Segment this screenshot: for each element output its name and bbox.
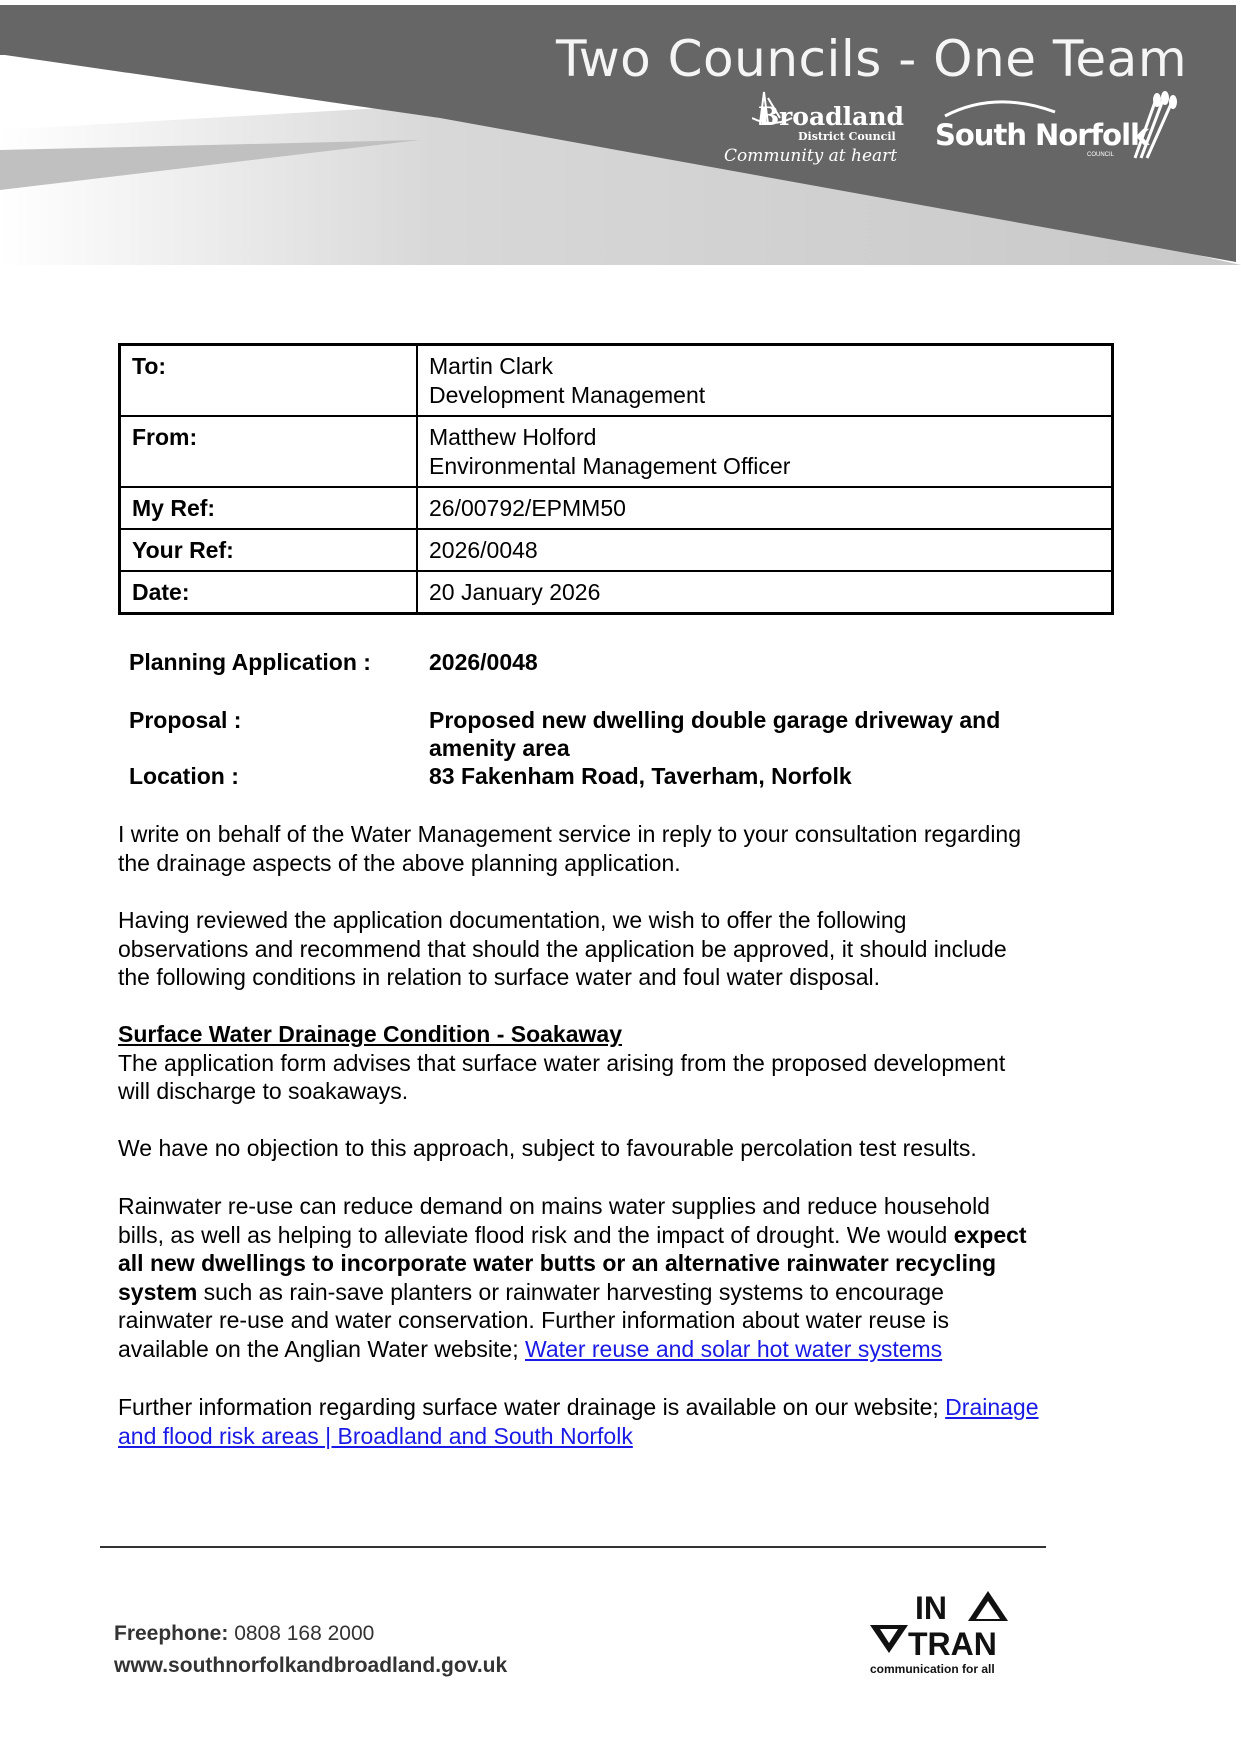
paragraph-no-objection: We have no objection to this approach, subject to favourable percolation test results.: [118, 1135, 977, 1161]
section-soakaway: [118, 1020, 1118, 1106]
paragraph-intro: [118, 820, 1118, 877]
intran-bottom: TRAN: [908, 1626, 997, 1662]
memo-row-to: [120, 345, 1113, 417]
water-reuse-link[interactable]: Water reuse and solar hot water systems: [525, 1335, 943, 1362]
date-value: 20 January 2026: [417, 571, 1113, 614]
text-line: the drainage aspects of the above planning application.: [118, 849, 681, 876]
text-line: system such as rain-save planters or rainwater harvesting systems to encourage: [118, 1278, 944, 1305]
text-line: bills, as well as helping to alleviate flood risk and the impact of drought. We would expect: [118, 1221, 1027, 1248]
to-name: Martin Clark: [429, 353, 553, 379]
memo-row-date: [120, 571, 1113, 614]
broadland-sub: District Council: [798, 130, 896, 143]
memo-row-yourref: [120, 529, 1113, 571]
header-title: Two Councils - One Team: [556, 30, 1188, 88]
memo-row-myref: [120, 487, 1113, 529]
text-line: I write on behalf of the Water Management service in reply to your consultation regarding: [118, 821, 1022, 847]
footer-phone: [114, 1622, 374, 1646]
text-line: available on the Anglian Water website; Water reuse and solar hot water systems: [118, 1335, 943, 1362]
text-line: observations and recommend that should the application be approved, it should include: [118, 935, 1007, 962]
text-line: rainwater re-use and water conservation. Further information about water reuse is: [118, 1307, 949, 1333]
yourref-value: 2026/0048: [417, 529, 1113, 571]
text-line: Rainwater re-use can reduce demand on mains water supplies and reduce household: [118, 1193, 990, 1219]
drainage-link-cont[interactable]: and flood risk areas | Broadland and South Norfolk: [118, 1422, 633, 1449]
from-title: Environmental Management Officer: [429, 453, 791, 479]
phone-value: 0808 168 2000: [234, 1622, 375, 1645]
text-line: will discharge to soakaways.: [118, 1078, 409, 1104]
from-value: [417, 416, 1113, 487]
text-line: [118, 1422, 1118, 1451]
to-label: To:: [120, 345, 418, 417]
proposal-line2: amenity area: [429, 735, 570, 761]
planning-label: Planning Application :: [129, 649, 371, 675]
drainage-link[interactable]: Drainage: [945, 1394, 1039, 1420]
from-name: Matthew Holford: [429, 424, 597, 450]
memo-table: [118, 343, 1114, 615]
intran-top: IN: [915, 1590, 947, 1626]
text-line: Further information regarding surface water drainage is available on our website; Drainage: [118, 1394, 1039, 1420]
text-line: The application form advises that surface water arising from the proposed development: [118, 1049, 1006, 1076]
to-dept: Development Management: [429, 382, 706, 408]
south-norfolk-sub: COUNCIL: [1087, 152, 1115, 158]
phone-label: Freephone:: [114, 1622, 229, 1645]
intran-logo: [860, 1585, 1040, 1685]
south-norfolk-name: South Norfolk: [935, 118, 1149, 152]
footer-website: www.southnorfolkandbroadland.gov.uk: [114, 1654, 508, 1677]
paragraph-review: [118, 906, 1118, 992]
memo-row-from: [120, 416, 1113, 487]
broadland-logo: [718, 88, 908, 173]
proposal-label: Proposal :: [129, 707, 242, 733]
intran-tagline: communication for all: [870, 1662, 995, 1676]
myref-value: 26/00792/EPMM50: [417, 487, 1113, 529]
date-label: Date:: [120, 571, 418, 614]
text-line: the following conditions in relation to surface water and foul water disposal.: [118, 964, 880, 990]
broadland-tagline: Community at heart: [724, 146, 898, 166]
to-value: [417, 345, 1113, 417]
yourref-label: Your Ref:: [120, 529, 418, 571]
from-label: From:: [120, 416, 418, 487]
paragraph-rainwater: [118, 1192, 1118, 1363]
myref-label: My Ref:: [120, 487, 418, 529]
south-norfolk-logo: [935, 90, 1185, 170]
broadland-name: Broadland: [758, 102, 905, 131]
planning-value: 2026/0048: [429, 649, 538, 675]
proposal-line1: Proposed new dwelling double garage driveway and: [429, 707, 1001, 733]
section-heading: Surface Water Drainage Condition - Soakaway: [118, 1021, 622, 1047]
text-line: all new dwellings to incorporate water butts or an alternative rainwater recycling: [118, 1250, 997, 1276]
location-value: 83 Fakenham Road, Taverham, Norfolk: [429, 763, 852, 789]
location-label: Location :: [129, 763, 239, 789]
text-line: Having reviewed the application documentation, we wish to offer the following: [118, 907, 907, 933]
paragraph-further-info: [118, 1393, 1118, 1450]
footer-divider: [100, 1546, 1046, 1548]
